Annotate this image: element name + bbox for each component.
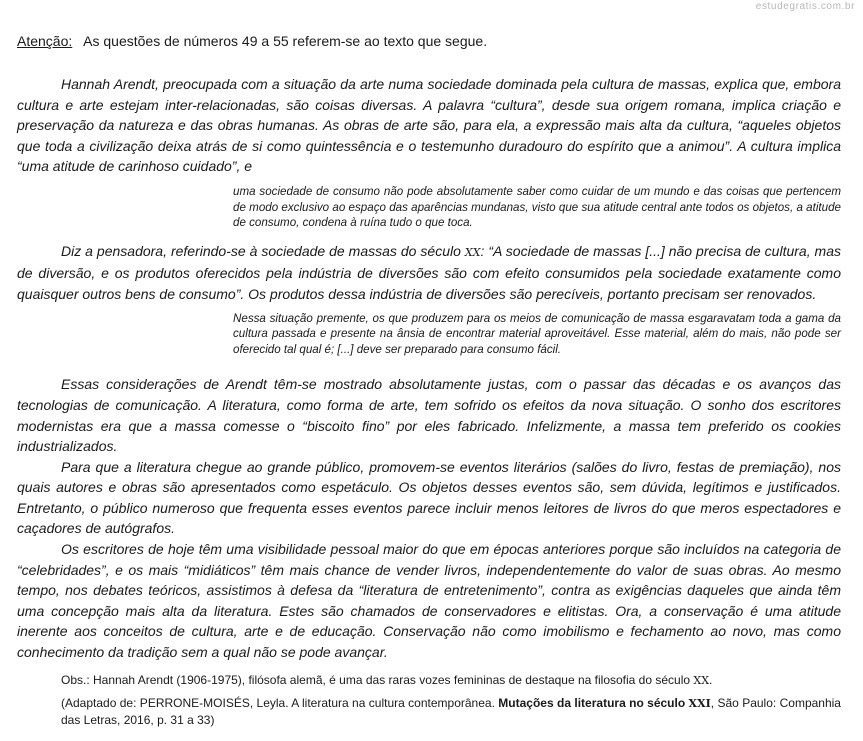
book-title <box>498 696 710 710</box>
book-title-text: Mutações da literatura no século <box>498 695 689 710</box>
paragraph-2-start: Diz a pensadora, referindo-se à sociedade de massas do século <box>61 242 465 259</box>
exam-text-page <box>17 33 841 729</box>
attention-label: Atenção: <box>17 33 73 49</box>
observation-note <box>61 672 841 689</box>
block-quote-1: uma sociedade de consumo não pode absolutamente saber como cuidar de um mundo e das coisas que pertencem de modo exclusivo ao espaço das aparências mundanas, visto que sua atitude central ante todos os objetos, a atitude de consumo, condena à ruína tudo o que toca. <box>233 184 841 230</box>
source-text: (Adaptado de: PERRONE-MOISÉS, Leyla. A literatura na cultura contemporânea. <box>61 695 499 710</box>
attention-line <box>17 33 841 50</box>
paragraph-2-end: : “A sociedade de massas [...] não precisa de cultura, mas de diversão, e os produtos oferecidos pela indústria de diversões são com efeito consumidos pela sociedade exatamente como quaisquer outros bens de consumo”. Os produtos dessa indústria de diversões são perecíveis, portanto precisam ser renovados. <box>17 242 841 302</box>
book-title-century: XXI <box>688 696 711 710</box>
century-numeral: XX <box>464 245 481 259</box>
paragraph-4: Para que a literatura chegue ao grande público, promovem-se eventos literários (salões do livro, festas de premiação), nos quais autores e obras são apresentados como espetáculo. Os objetos desses eventos são, sem dúvida, legítimos e justificados. Entretanto, o público numeroso que frequenta esses eventos parece incluir menos leitores de livros do que meros espectadores e caçadores de autógrafos. <box>17 458 841 537</box>
obs-end: . <box>709 672 713 687</box>
block-quote-2: Nessa situação premente, os que produzem para os meios de comunicação de massa esgaravatam toda a gama da cultura passada e presente na ânsia de encontrar material aproveitável. Esse material, além do mais, não pode ser oferecido tal qual é; [...] deve ser preparado para consumo fácil. <box>233 311 841 356</box>
attention-text: As questões de números 49 a 55 referem-se ao texto que segue. <box>83 33 488 49</box>
paragraph-1: Hannah Arendt, preocupada com a situação da arte numa sociedade dominada pela cultura de massas, explica que, embora cultura e arte estejam inter-relacionadas, são coisas diversas. A palavra “cultura”, desde sua origem romana, implica criação e preservação da natureza e das obras humanas. As obras de arte são, para ela, a expressão mais alta da cultura, “aqueles objetos que toda a civilização deixa atrás de si como quintessência e o testemunho duradouro do espírito que a animou”. A cultura implica “uma atitude de carinhoso cuidado”, e <box>17 76 841 175</box>
obs-text: Obs.: Hannah Arendt (1906-1975), filósofa alemã, é uma das raras vozes femininas de destaque na filosofia do século <box>61 672 694 687</box>
paragraph-2 <box>17 241 841 305</box>
paragraph-5: Os escritores de hoje têm uma visibilidade pessoal maior do que em épocas anteriores porque são incluídos na categoria de “celebridades”, e os mais “midiáticos” têm mais chance de vender livros, independentemente do valor de suas obras. Ao mesmo tempo, nos debates teóricos, assistimos à defesa da “literatura de entretenimento”, contra as exigências daqueles que ainda têm uma concepção mais alta da literatura. Estes são chamados de conservadores e elitistas. Ora, a conservação é uma atitude inerente aos conceitos de cultura, arte e de educação. Conservação não como imobilismo e fechamento ao novo, mas como conhecimento da tradição sem a qual não se pode avançar. <box>17 541 841 661</box>
paragraph-3: Essas considerações de Arendt têm-se mostrado absolutamente justas, com o passar das décadas e os avanços das tecnologias de comunicação. A literatura, como forma de arte, tem sofrido os efeitos da nova situação. O sonho dos escritores modernistas era que a massa comesse o “biscoito fino” por eles fabricado. Infelizmente, a massa tem preferido os cookies industrializados. <box>17 376 841 455</box>
obs-century: XX <box>693 673 710 687</box>
site-watermark: estudegratis.com.br <box>755 1 855 12</box>
source-end: , São Paulo: Companhia das Letras, 2016, p. 31 a 33) <box>61 695 841 727</box>
source-citation <box>61 695 841 729</box>
